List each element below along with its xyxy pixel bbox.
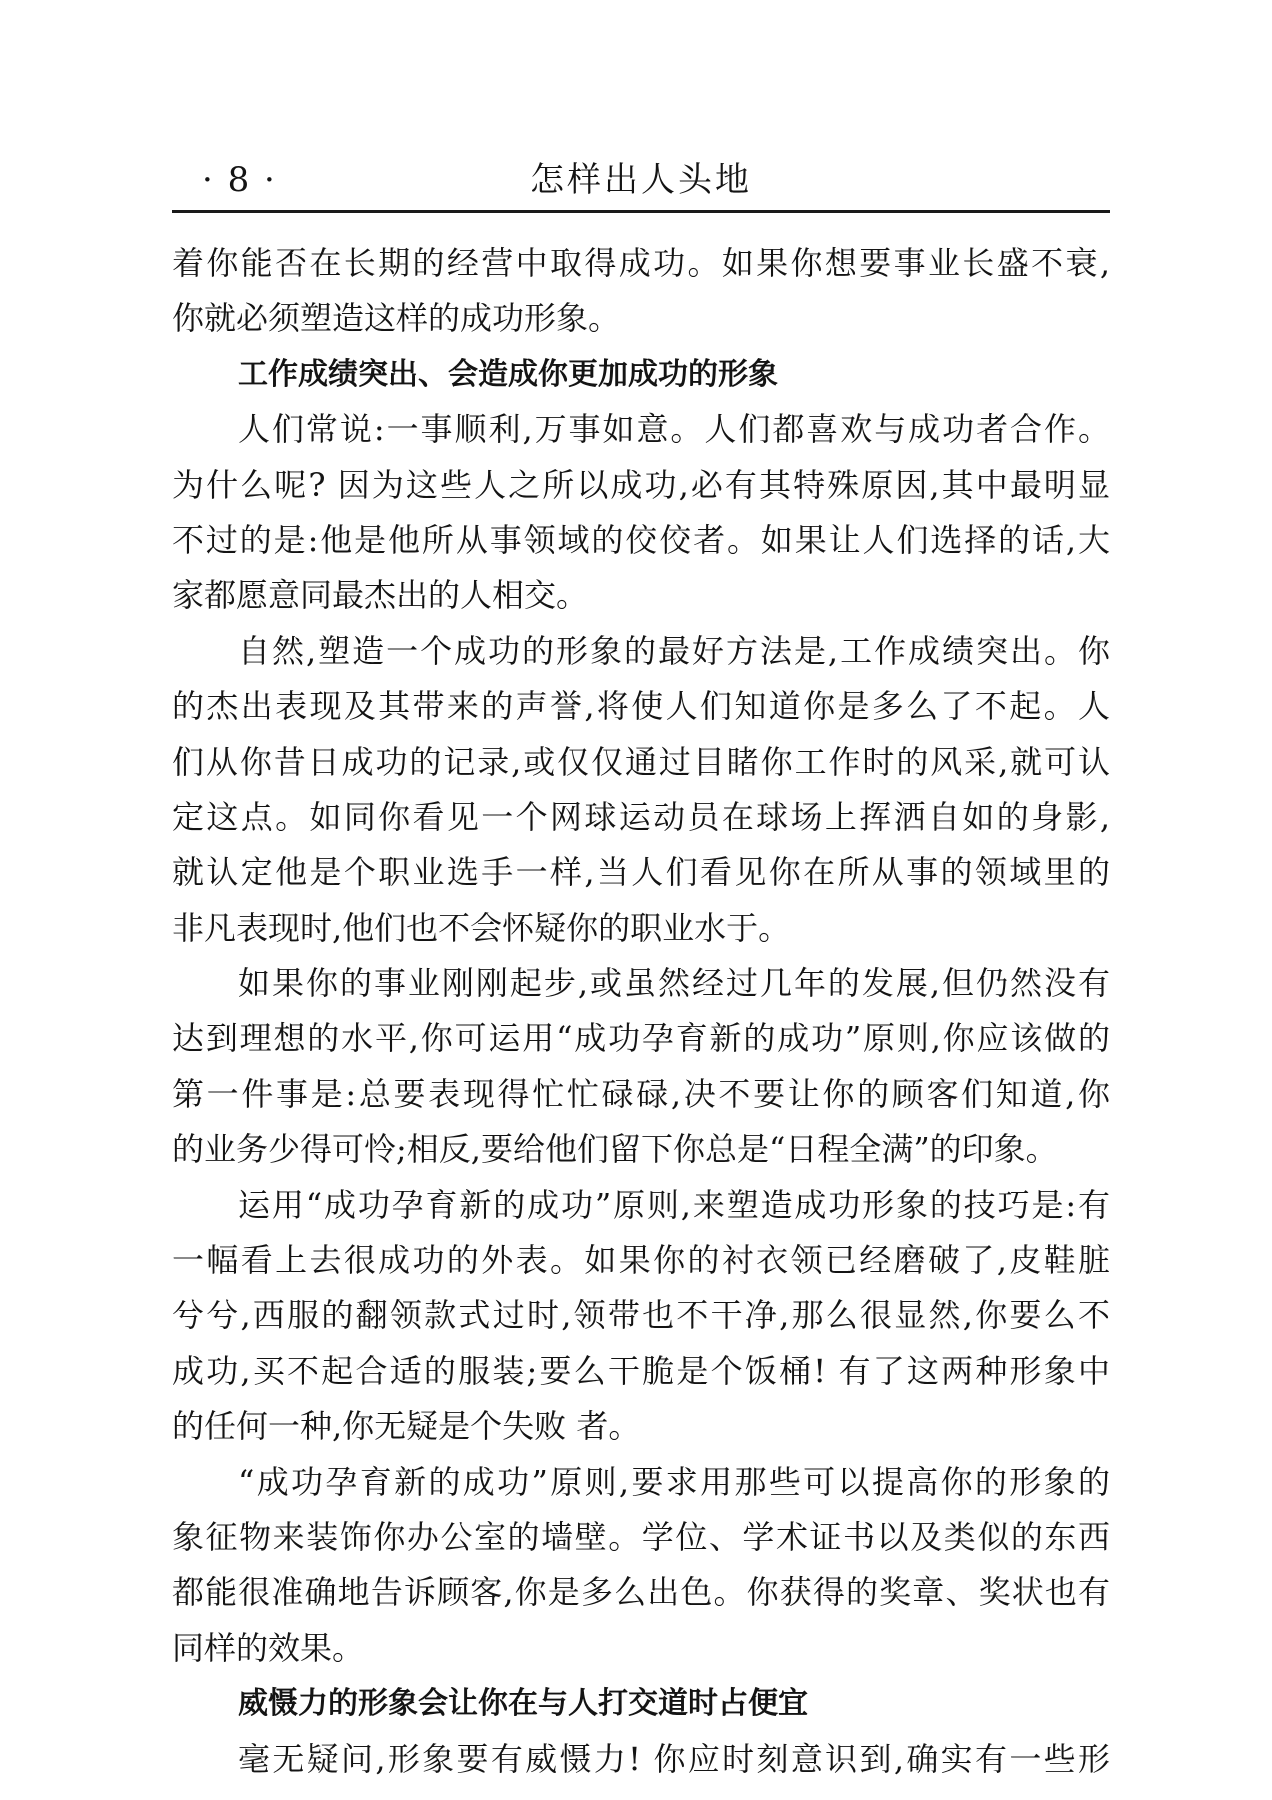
paragraph [172, 1732, 1110, 1787]
text-line: 毫无疑问,形象要有威慑力! 你应时刻意识到,确实有一些形 [238, 1739, 1110, 1778]
text-line: 们从你昔日成功的记录,或仅仅通过目睹你工作时的风采,就可认 [172, 742, 1110, 781]
text-line: 象征物来装饰你办公室的墙壁。学位、学术证书以及类似的东西 [172, 1517, 1110, 1556]
text-line: 你就必须塑造这样的成功形象。 [172, 299, 621, 338]
paragraph [172, 624, 1110, 956]
text-line: 都能很准确地告诉顾客,你是多么出色。你获得的奖章、奖状也有 [172, 1573, 1110, 1612]
text-line: 成功,买不起合适的服装;要么干脆是个饭桶! 有了这两种形象中 [172, 1351, 1110, 1390]
text-line: 不过的是:他是他所从事领域的佼佼者。如果让人们选择的话,大 [172, 520, 1110, 559]
body-text [172, 236, 1110, 1787]
text-line: 兮兮,西服的翻领款式过时,领带也不干净,那么很显然,你要么不 [172, 1296, 1110, 1335]
text-line: 的业务少得可怜;相反,要给他们留下你总是“日程全满”的印象。 [172, 1130, 1058, 1169]
text-line: 自然,塑造一个成功的形象的最好方法是,工作成绩突出。你 [238, 631, 1110, 670]
text-line: 第一件事是:总要表现得忙忙碌碌,决不要让你的顾客们知道,你 [172, 1074, 1110, 1113]
text-line: 一幅看上去很成功的外表。如果你的衬衣领已经磨破了,皮鞋脏 [172, 1241, 1110, 1280]
text-line: 的任何一种,你无疑是个失败 者。 [172, 1407, 641, 1446]
paragraph [172, 236, 1110, 347]
text-line: 同样的效果。 [172, 1628, 365, 1667]
heading-line: 威慑力的形象会让你在与人打交道时占便宜 [238, 1686, 808, 1722]
section-heading [172, 1676, 1110, 1731]
text-line: 着你能否在长期的经营中取得成功。如果你想要事业长盛不衰, [172, 244, 1110, 282]
book-title: 怎样出人头地 [530, 160, 752, 200]
paragraph [172, 1178, 1110, 1455]
text-line: 为什么呢? 因为这些人之所以成功,必有其特殊原因,其中最明显 [172, 465, 1110, 504]
text-line: 的杰出表现及其带来的声誉,将使人们知道你是多么了不起。人 [172, 687, 1110, 726]
page-number: · 8 · [202, 160, 277, 200]
text-line: 如果你的事业刚刚起步,或虽然经过几年的发展,但仍然没有 [238, 964, 1110, 1003]
section-heading [172, 347, 1110, 402]
text-line: “成功孕育新的成功”原则,要求用那些可以提高你的形象的 [238, 1462, 1110, 1501]
text-line: 达到理想的水平,你可运用“成功孕育新的成功”原则,你应该做的 [172, 1019, 1110, 1058]
text-line: 就认定他是个职业选手一样,当人们看见你在所从事的领域里的 [172, 853, 1110, 892]
heading-line: 工作成绩突出、会造成你更加成功的形象 [238, 356, 778, 392]
text-line: 非凡表现时,他们也不会怀疑你的职业水于。 [172, 908, 791, 947]
paragraph [172, 402, 1110, 624]
text-line: 运用“成功孕育新的成功”原则,来塑造成功形象的技巧是:有 [238, 1185, 1110, 1224]
running-header [172, 158, 1110, 210]
paragraph [172, 956, 1110, 1178]
paragraph [172, 1455, 1110, 1677]
text-line: 家都愿意同最杰出的人相交。 [172, 576, 589, 615]
header-rule [172, 210, 1110, 213]
text-line: 人们常说:一事顺利,万事如意。人们都喜欢与成功者合作。 [238, 410, 1110, 449]
text-line: 定这点。如同你看见一个网球运动员在球场上挥洒自如的身影, [172, 797, 1110, 836]
